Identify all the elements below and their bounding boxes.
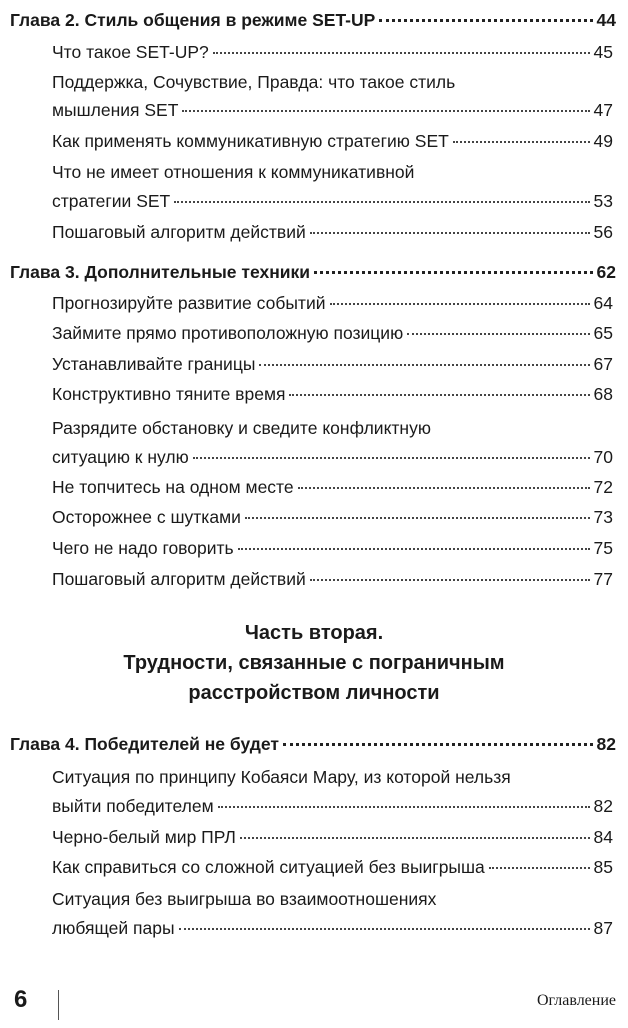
dot-leader — [213, 52, 590, 54]
page-number: 65 — [593, 323, 613, 343]
part-heading-line-1: Часть вторая. — [244, 622, 384, 644]
dot-leader — [174, 201, 589, 203]
toc-chapter-2[interactable] — [10, 10, 616, 31]
dot-leader — [259, 364, 589, 366]
dot-leader — [489, 867, 590, 869]
entry-title-line-1: Разрядите обстановку и сведите конфликтную — [52, 418, 431, 438]
entry-title: Займите прямо противоположную позицию — [52, 323, 404, 343]
toc-entry[interactable] — [52, 827, 613, 848]
chapter-title: Глава 2. Стиль общения в режиме SET-UP — [10, 10, 376, 30]
toc-chapter-4[interactable] — [10, 734, 616, 755]
toc-entry[interactable] — [52, 918, 613, 939]
entry-title-line-1: Ситуация по принципу Кобаяси Мару, из которой нельзя — [52, 767, 511, 787]
page-number: 47 — [593, 100, 613, 120]
page-number: 72 — [593, 477, 613, 497]
toc-entry[interactable] — [52, 569, 613, 590]
page-number: 82 — [596, 734, 616, 754]
entry-title: выйти победителем — [52, 796, 214, 816]
page-number: 45 — [593, 42, 613, 62]
page-number: 67 — [593, 354, 613, 374]
dot-leader — [314, 271, 592, 274]
entry-title: Не топчитесь на одном месте — [52, 477, 294, 497]
toc-entry[interactable] — [52, 384, 613, 405]
entry-title: Как применять коммуникативную стратегию SET — [52, 131, 449, 151]
page-number: 53 — [593, 191, 613, 211]
toc-entry[interactable] — [52, 323, 613, 344]
entry-title-line-1: Что не имеет отношения к коммуникативной — [52, 162, 415, 182]
part-heading-line-3: расстройством личности — [188, 682, 440, 704]
dot-leader — [240, 837, 590, 839]
footer-section-title: Оглавление — [536, 992, 616, 1009]
toc-entry[interactable] — [52, 293, 613, 314]
dot-leader — [453, 141, 590, 143]
footer-page-number: 6 — [14, 986, 28, 1013]
entry-title: любящей пары — [52, 918, 175, 938]
dot-leader — [310, 579, 590, 581]
dot-leader — [245, 517, 590, 519]
dot-leader — [330, 303, 590, 305]
entry-title: Что такое SET-UP? — [52, 42, 209, 62]
dot-leader — [238, 548, 590, 550]
toc-entry[interactable] — [52, 538, 613, 559]
dot-leader — [182, 110, 589, 112]
toc-chapter-3[interactable] — [10, 262, 616, 283]
entry-title: Черно-белый мир ПРЛ — [52, 827, 236, 847]
entry-title: стратегии SET — [52, 191, 171, 211]
page-number: 87 — [593, 918, 613, 938]
page-number: 68 — [593, 384, 613, 404]
part-heading-line-2: Трудности, связанные с пограничным — [123, 652, 505, 674]
chapter-title: Глава 4. Победителей не будет — [10, 734, 279, 754]
dot-leader — [407, 333, 589, 335]
entry-title: Пошаговый алгоритм действий — [52, 222, 306, 242]
dot-leader — [193, 457, 590, 459]
entry-title: Осторожнее с шутками — [52, 507, 241, 527]
page-number: 75 — [593, 538, 613, 558]
entry-title-line-1: Поддержка, Сочувствие, Правда: что такое стиль — [52, 72, 456, 92]
page-number: 82 — [593, 796, 613, 816]
toc-entry[interactable] — [52, 222, 613, 243]
entry-title: Пошаговый алгоритм действий — [52, 569, 306, 589]
entry-title: Конструктивно тяните время — [52, 384, 286, 404]
dot-leader — [310, 232, 590, 234]
entry-title-line-1: Ситуация без выигрыша во взаимоотношениях — [52, 889, 437, 909]
toc-entry[interactable] — [52, 191, 613, 212]
entry-title: Устанавливайте границы — [52, 354, 256, 374]
toc-entry[interactable] — [52, 447, 613, 468]
page-number: 64 — [593, 293, 613, 313]
dot-leader — [298, 487, 590, 489]
entry-title: Чего не надо говорить — [52, 538, 234, 558]
entry-title: мышления SET — [52, 100, 179, 120]
toc-entry[interactable] — [52, 100, 613, 121]
page-number: 77 — [593, 569, 613, 589]
toc-entry[interactable] — [52, 507, 613, 528]
page-number: 44 — [596, 10, 616, 30]
dot-leader — [179, 928, 590, 930]
dot-leader — [379, 19, 592, 22]
page-number: 62 — [596, 262, 616, 282]
page-number: 73 — [593, 507, 613, 527]
chapter-title: Глава 3. Дополнительные техники — [10, 262, 311, 282]
entry-title: Как справиться со сложной ситуацией без выигрыша — [52, 857, 485, 877]
entry-title: Прогнозируйте развитие событий — [52, 293, 326, 313]
dot-leader — [218, 806, 590, 808]
toc-entry[interactable] — [52, 796, 613, 817]
footer-divider — [58, 990, 59, 1020]
toc-entry[interactable] — [52, 131, 613, 152]
toc-entry[interactable] — [52, 857, 613, 878]
page-number: 70 — [593, 447, 613, 467]
page-number: 85 — [593, 857, 613, 877]
toc-entry[interactable] — [52, 477, 613, 498]
toc-entry[interactable] — [52, 354, 613, 375]
entry-title: ситуацию к нулю — [52, 447, 189, 467]
dot-leader — [283, 743, 593, 746]
page-number: 84 — [593, 827, 613, 847]
dot-leader — [289, 394, 589, 396]
page-number: 56 — [593, 222, 613, 242]
toc-entry[interactable] — [52, 42, 613, 63]
page-number: 49 — [593, 131, 613, 151]
